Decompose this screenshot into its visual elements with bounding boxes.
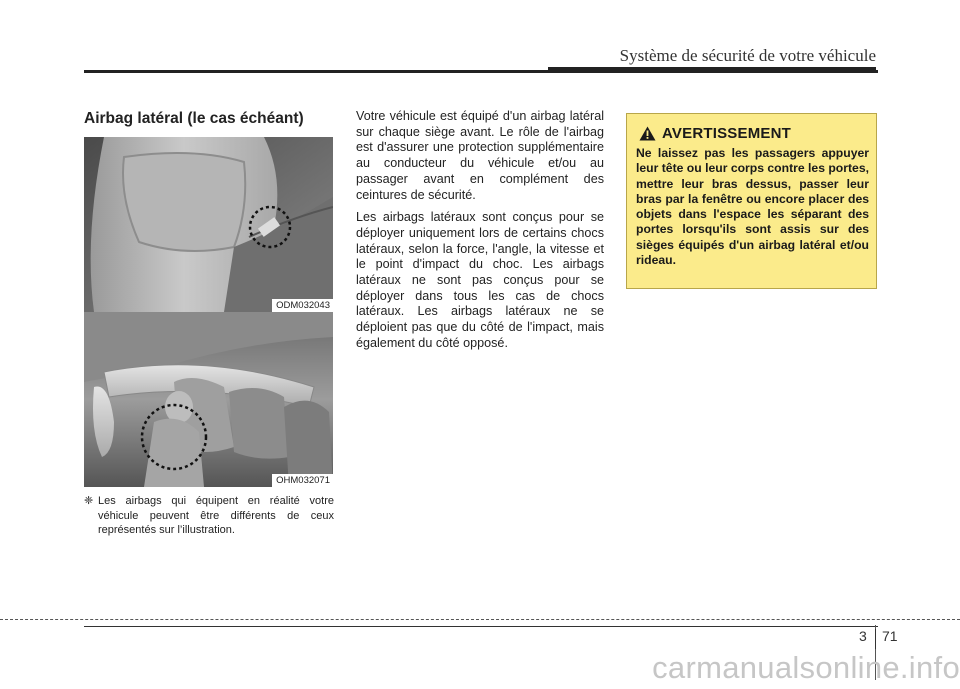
warning-text: Ne laissez pas les passagers appuyer leur tête ou leur corps contre les portes, mettre leur bras dessus, passer leur bras par la fenêtre ou encore placer des objets dans l'espace les séparant des portes lorsqu'ils sont assis sur des sièges équipés d'un airbag latéral et/ou rideau. bbox=[636, 146, 869, 268]
warning-title: AVERTISSEMENT bbox=[662, 125, 792, 142]
page-header-title: Système de sécurité de votre véhicule bbox=[619, 46, 876, 65]
warning-triangle-icon bbox=[639, 126, 656, 141]
note-marker: ❈ bbox=[84, 495, 94, 507]
illustration-note bbox=[84, 494, 334, 538]
chapter-number: 3 bbox=[859, 628, 867, 644]
body-paragraph: Les airbags latéraux sont conçus pour se déployer uniquement lors de certains chocs latéraux, selon la force, l'angle, la vitesse et le point d'impact du choc. Les airbags latéraux ne sont pas conçus pour se déployer dans tous les cas de chocs latéraux. Les airbags latéraux ne se déploient pas que du côté de l'impact, mais également du côté opposé. bbox=[356, 210, 604, 350]
seat-side-airbag-photo bbox=[84, 137, 333, 312]
footer-dashed-line bbox=[0, 619, 960, 620]
cabin-side-airbag-deployed-photo bbox=[84, 312, 333, 487]
warning-header bbox=[639, 125, 791, 142]
image-code-2: OHM032071 bbox=[272, 474, 333, 487]
seat-airbag-photo bbox=[84, 137, 333, 312]
warning-box bbox=[626, 113, 877, 289]
note-text: Les airbags qui équipent en réalité votre véhicule peuvent être différents de ceux représentés sur l’illustration. bbox=[98, 495, 334, 536]
section-heading: Airbag latéral (le cas échéant) bbox=[84, 110, 304, 127]
page-number: 71 bbox=[882, 628, 898, 644]
body-paragraph: Votre véhicule est équipé d'un airbag latéral sur chaque siège avant. Le rôle de l'airbag est d'assurer une protection supplémentaire au conducteur du véhicule et/ou au passager avant en complément des ceintures de sécurité. bbox=[356, 109, 604, 202]
cabin-airbag-photo bbox=[84, 312, 333, 487]
header-rule-accent bbox=[548, 67, 876, 73]
footer-rule bbox=[84, 626, 878, 627]
body-text-column bbox=[356, 109, 604, 359]
image-code-1: ODM032043 bbox=[272, 299, 333, 312]
watermark: carmanualsonline.info bbox=[652, 650, 960, 685]
page-number-divider bbox=[875, 629, 876, 649]
